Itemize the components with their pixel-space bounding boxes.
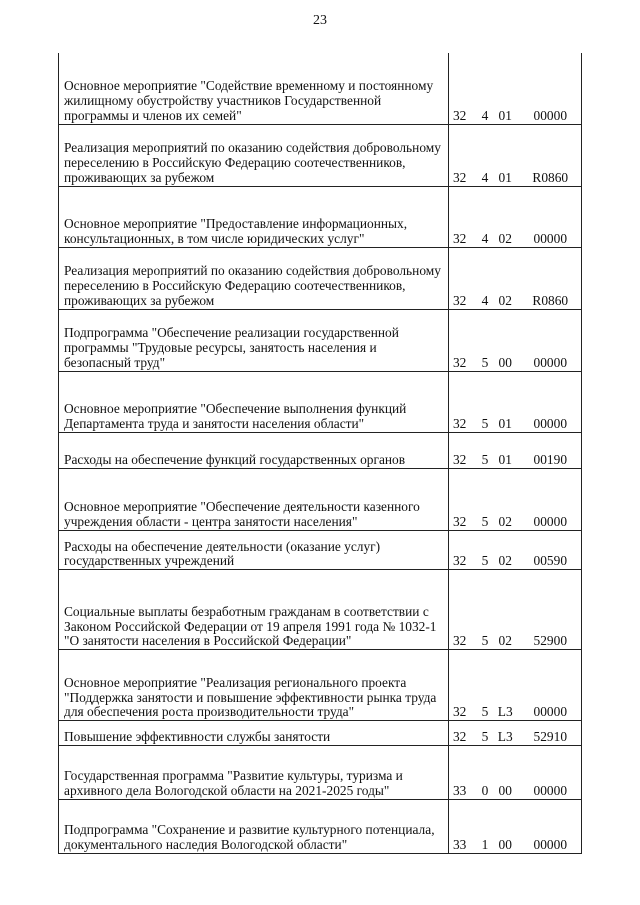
direction-code-cell: 00000 [520,186,582,247]
table-row [59,186,582,247]
page-number: 23 [313,13,327,28]
row-name-cell: Повышение эффективности службы занятости [59,721,449,746]
subprogram-code-cell: 5 [480,432,491,468]
table-row [59,432,582,468]
event-code-cell: 02 [491,247,520,309]
subprogram-code-cell: 4 [480,124,491,186]
table-row [59,721,582,746]
subprogram-code-cell: 4 [480,186,491,247]
direction-code-cell: R0860 [520,124,582,186]
direction-code-cell: 00000 [520,745,582,799]
subprogram-code-cell: 5 [480,570,491,650]
table-row [59,247,582,309]
table-row [59,124,582,186]
table-row [59,371,582,432]
direction-code-cell: 52910 [520,721,582,746]
row-name-cell: Основное мероприятие "Предоставление информационных, консультационных, в том числе юридических услуг" [59,186,449,247]
direction-code-cell: 00000 [520,468,582,530]
subprogram-code-cell: 4 [480,247,491,309]
direction-code-cell: R0860 [520,247,582,309]
program-code-cell: 32 [448,124,479,186]
subprogram-code-cell: 1 [480,799,491,853]
row-name-cell: Государственная программа "Развитие культуры, туризма и архивного дела Вологодской области на 2021-2025 годы" [59,745,449,799]
subprogram-code-cell: 5 [480,721,491,746]
subprogram-code-cell: 5 [480,650,491,721]
row-name-cell: Социальные выплаты безработным гражданам в соответствии с Законом Российской Федерации от 19 апреля 1991 года № 1032-1 "О занятости населения в Российской Федерации" [59,570,449,650]
program-code-cell: 32 [448,530,479,570]
program-code-cell: 32 [448,247,479,309]
event-code-cell: 01 [491,432,520,468]
table-row [59,530,582,570]
subprogram-code-cell: 5 [480,371,491,432]
direction-code-cell: 00190 [520,432,582,468]
table-row [59,745,582,799]
direction-code-cell: 52900 [520,570,582,650]
direction-code-cell: 00000 [520,309,582,371]
program-code-cell: 33 [448,799,479,853]
subprogram-code-cell: 0 [480,745,491,799]
event-code-cell: 01 [491,124,520,186]
direction-code-cell: 00000 [520,799,582,853]
event-code-cell: 02 [491,530,520,570]
table-row [59,650,582,721]
event-code-cell: 01 [491,53,520,124]
event-code-cell: 02 [491,186,520,247]
event-code-cell: 02 [491,468,520,530]
event-code-cell: 00 [491,799,520,853]
subprogram-code-cell: 5 [480,309,491,371]
row-name-cell: Основное мероприятие "Обеспечение деятельности казенного учреждения области - центра занятости населения" [59,468,449,530]
program-code-cell: 33 [448,745,479,799]
direction-code-cell: 00590 [520,530,582,570]
table-row [59,53,582,124]
row-name-cell: Подпрограмма "Обеспечение реализации государственной программы "Трудовые ресурсы, занятость населения и безопасный труд" [59,309,449,371]
budget-classification-table [58,53,582,854]
subprogram-code-cell: 5 [480,468,491,530]
row-name-cell: Подпрограмма "Сохранение и развитие культурного потенциала, документального наследия Вологодской области" [59,799,449,853]
row-name-cell: Реализация мероприятий по оказанию содействия добровольному переселению в Российскую Федерацию соотечественников, проживающих за рубежом [59,124,449,186]
subprogram-code-cell: 4 [480,53,491,124]
program-code-cell: 32 [448,721,479,746]
row-name-cell: Реализация мероприятий по оказанию содействия добровольному переселению в Российскую Федерацию соотечественников, проживающих за рубежом [59,247,449,309]
program-code-cell: 32 [448,650,479,721]
event-code-cell: 01 [491,371,520,432]
row-name-cell: Расходы на обеспечение функций государственных органов [59,432,449,468]
program-code-cell: 32 [448,468,479,530]
row-name-cell: Основное мероприятие "Обеспечение выполнения функций Департамента труда и занятости населения области" [59,371,449,432]
direction-code-cell: 00000 [520,53,582,124]
row-name-cell: Основное мероприятие "Реализация регионального проекта "Поддержка занятости и повышение эффективности рынка труда для обеспечения роста производительности труда" [59,650,449,721]
program-code-cell: 32 [448,53,479,124]
row-name-cell: Основное мероприятие "Содействие временному и постоянному жилищному обустройству участников Государственной программы и членов их семей" [59,53,449,124]
event-code-cell: 00 [491,745,520,799]
table-row [59,570,582,650]
direction-code-cell: 00000 [520,650,582,721]
event-code-cell: 02 [491,570,520,650]
row-name-cell: Расходы на обеспечение деятельности (оказание услуг) государственных учреждений [59,530,449,570]
program-code-cell: 32 [448,309,479,371]
program-code-cell: 32 [448,371,479,432]
subprogram-code-cell: 5 [480,530,491,570]
table-row [59,799,582,853]
event-code-cell: L3 [491,721,520,746]
table-row [59,309,582,371]
program-code-cell: 32 [448,570,479,650]
program-code-cell: 32 [448,432,479,468]
event-code-cell: L3 [491,650,520,721]
table-row [59,468,582,530]
event-code-cell: 00 [491,309,520,371]
program-code-cell: 32 [448,186,479,247]
direction-code-cell: 00000 [520,371,582,432]
